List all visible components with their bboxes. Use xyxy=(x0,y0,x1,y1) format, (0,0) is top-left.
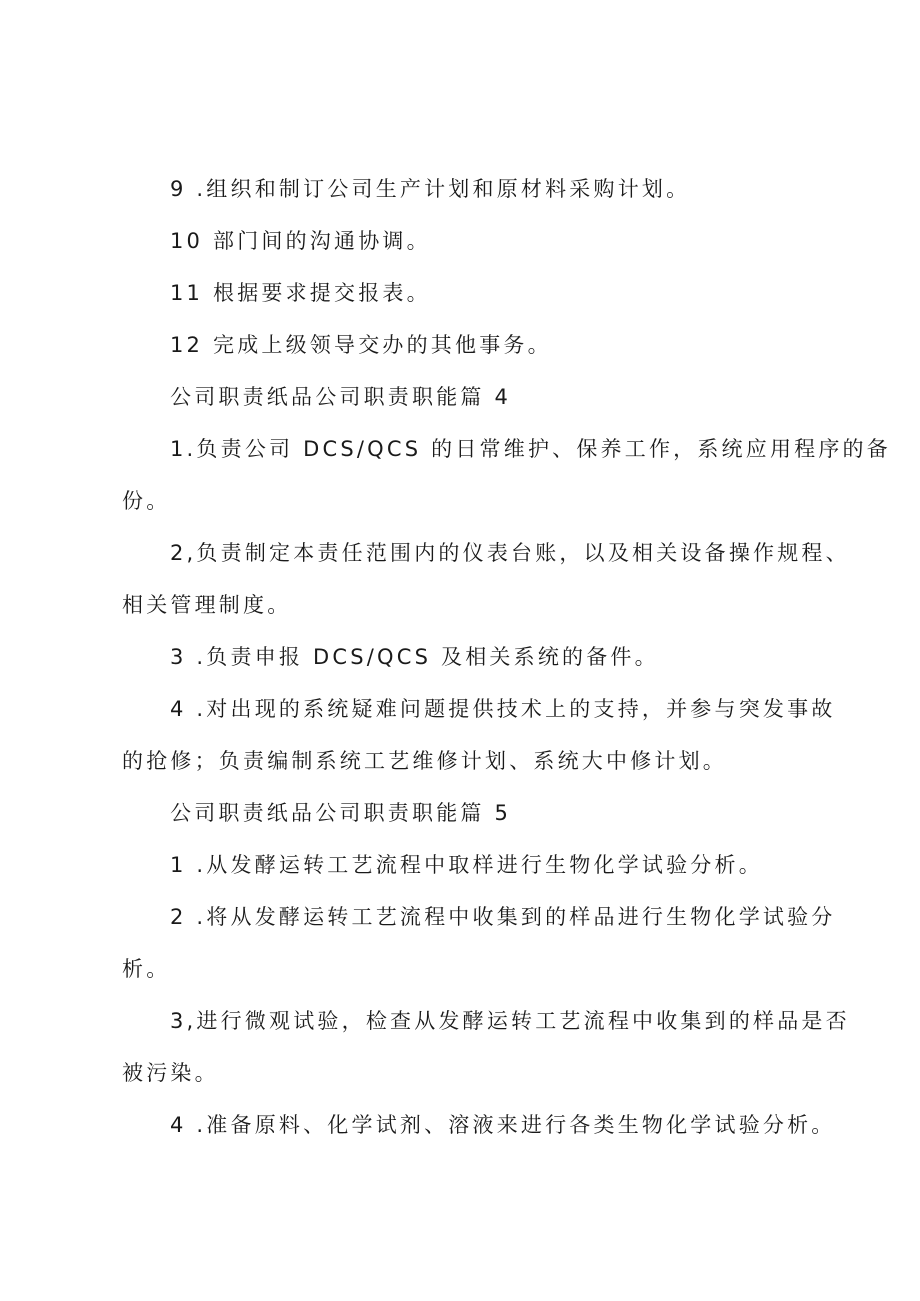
paragraph-5-3-line-2: 被污染。 xyxy=(122,1061,219,1085)
list-item-9: 9 .组织和制订公司生产计划和原材料采购计划。 xyxy=(170,177,691,201)
paragraph-4-2-line-1: 2,负责制定本责任范围内的仪表台账，以及相关设备操作规程、 xyxy=(170,541,850,565)
paragraph-4-4-line-1: 4 .对出现的系统疑难问题提供技术上的支持，并参与突发事故 xyxy=(170,697,836,721)
paragraph-5-2-line-1: 2 .将从发酵运转工艺流程中收集到的样品进行生物化学试验分 xyxy=(170,905,836,929)
section-heading-5: 公司职责纸品公司职责职能篇 5 xyxy=(170,801,512,825)
paragraph-5-2-line-2: 析。 xyxy=(122,957,171,981)
section-heading-4: 公司职责纸品公司职责职能篇 4 xyxy=(170,385,512,409)
paragraph-5-1: 1 .从发酵运转工艺流程中取样进行生物化学试验分析。 xyxy=(170,853,763,877)
paragraph-4-2-line-2: 相关管理制度。 xyxy=(122,593,292,617)
paragraph-5-3-line-1: 3,进行微观试验，检查从发酵运转工艺流程中收集到的样品是否 xyxy=(170,1009,850,1033)
list-item-11: 11 根据要求提交报表。 xyxy=(170,281,431,305)
paragraph-4-3: 3 .负责申报 DCS/QCS 及相关系统的备件。 xyxy=(170,645,659,669)
list-item-12: 12 完成上级领导交办的其他事务。 xyxy=(170,333,552,357)
paragraph-5-4: 4 .准备原料、化学试剂、溶液来进行各类生物化学试验分析。 xyxy=(170,1113,836,1137)
paragraph-4-4-line-2: 的抢修；负责编制系统工艺维修计划、系统大中修计划。 xyxy=(122,749,727,773)
paragraph-4-1-line-2: 份。 xyxy=(122,489,171,513)
paragraph-4-1-line-1: 1.负责公司 DCS/QCS 的日常维护、保养工作，系统应用程序的备 xyxy=(170,437,891,461)
list-item-10: 10 部门间的沟通协调。 xyxy=(170,229,431,253)
